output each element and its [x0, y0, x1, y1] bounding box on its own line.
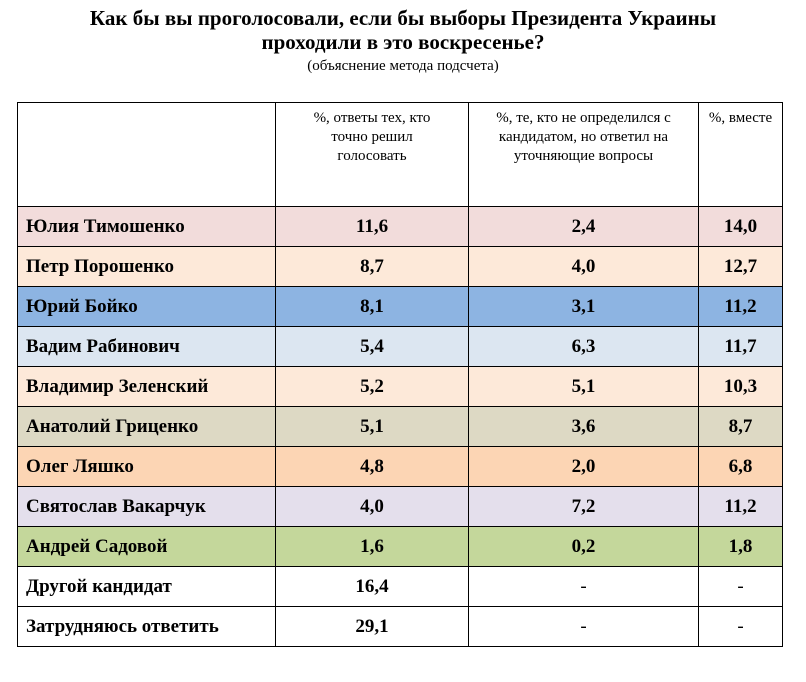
candidate-name-cell: Юлия Тимошенко: [18, 207, 276, 247]
undecided-value-cell: 0,2: [469, 527, 699, 567]
total-value-cell: 14,0: [699, 207, 783, 247]
decided-value-cell: 5,4: [276, 327, 469, 367]
table-row: [18, 447, 783, 487]
table-row: [18, 487, 783, 527]
candidate-name-cell: Владимир Зеленский: [18, 367, 276, 407]
undecided-value-cell: -: [469, 567, 699, 607]
decided-value-cell: 8,7: [276, 247, 469, 287]
header-total: %, вместе: [699, 103, 783, 207]
candidate-name-cell: Юрий Бойко: [18, 287, 276, 327]
decided-value-cell: 8,1: [276, 287, 469, 327]
header-candidate: [18, 103, 276, 207]
total-value-cell: 8,7: [699, 407, 783, 447]
header-decided: %, ответы тех, кто точно решил голосовать: [276, 103, 469, 207]
candidate-name-cell: Петр Порошенко: [18, 247, 276, 287]
total-value-cell: 11,2: [699, 487, 783, 527]
candidate-name-cell: Вадим Рабинович: [18, 327, 276, 367]
total-value-cell: -: [699, 607, 783, 647]
decided-value-cell: 1,6: [276, 527, 469, 567]
decided-value-cell: 5,1: [276, 407, 469, 447]
decided-value-cell: 5,2: [276, 367, 469, 407]
table-row: [18, 407, 783, 447]
undecided-value-cell: -: [469, 607, 699, 647]
candidate-name-cell: Анатолий Гриценко: [18, 407, 276, 447]
total-value-cell: 12,7: [699, 247, 783, 287]
header-undecided: %, те, кто не определился с кандидатом, но ответил на уточняющие вопросы: [469, 103, 699, 207]
undecided-value-cell: 2,0: [469, 447, 699, 487]
total-value-cell: 11,7: [699, 327, 783, 367]
table-row: [18, 207, 783, 247]
table-row: [18, 287, 783, 327]
candidate-name-cell: Святослав Вакарчук: [18, 487, 276, 527]
poll-table: [17, 102, 783, 647]
candidate-name-cell: Другой кандидат: [18, 567, 276, 607]
undecided-value-cell: 3,1: [469, 287, 699, 327]
header-row: [18, 103, 783, 207]
decided-value-cell: 4,8: [276, 447, 469, 487]
decided-value-cell: 29,1: [276, 607, 469, 647]
table-row: [18, 527, 783, 567]
decided-value-cell: 4,0: [276, 487, 469, 527]
table-row: [18, 247, 783, 287]
candidate-name-cell: Затрудняюсь ответить: [18, 607, 276, 647]
total-value-cell: 11,2: [699, 287, 783, 327]
undecided-value-cell: 7,2: [469, 487, 699, 527]
candidate-name-cell: Олег Ляшко: [18, 447, 276, 487]
undecided-value-cell: 3,6: [469, 407, 699, 447]
candidate-name-cell: Андрей Садовой: [18, 527, 276, 567]
page-title: [0, 6, 806, 54]
decided-value-cell: 16,4: [276, 567, 469, 607]
total-value-cell: 1,8: [699, 527, 783, 567]
undecided-value-cell: 5,1: [469, 367, 699, 407]
table-row: [18, 327, 783, 367]
table-row: [18, 567, 783, 607]
decided-value-cell: 11,6: [276, 207, 469, 247]
total-value-cell: -: [699, 567, 783, 607]
total-value-cell: 10,3: [699, 367, 783, 407]
undecided-value-cell: 2,4: [469, 207, 699, 247]
table-row: [18, 367, 783, 407]
title-line-1: Как бы вы проголосовали, если бы выборы Президента Украины: [89, 6, 717, 30]
table-row: [18, 607, 783, 647]
undecided-value-cell: 4,0: [469, 247, 699, 287]
title-line-2: проходили в это воскресенье?: [261, 30, 545, 54]
subtitle: (объяснение метода подсчета): [307, 58, 499, 74]
total-value-cell: 6,8: [699, 447, 783, 487]
undecided-value-cell: 6,3: [469, 327, 699, 367]
